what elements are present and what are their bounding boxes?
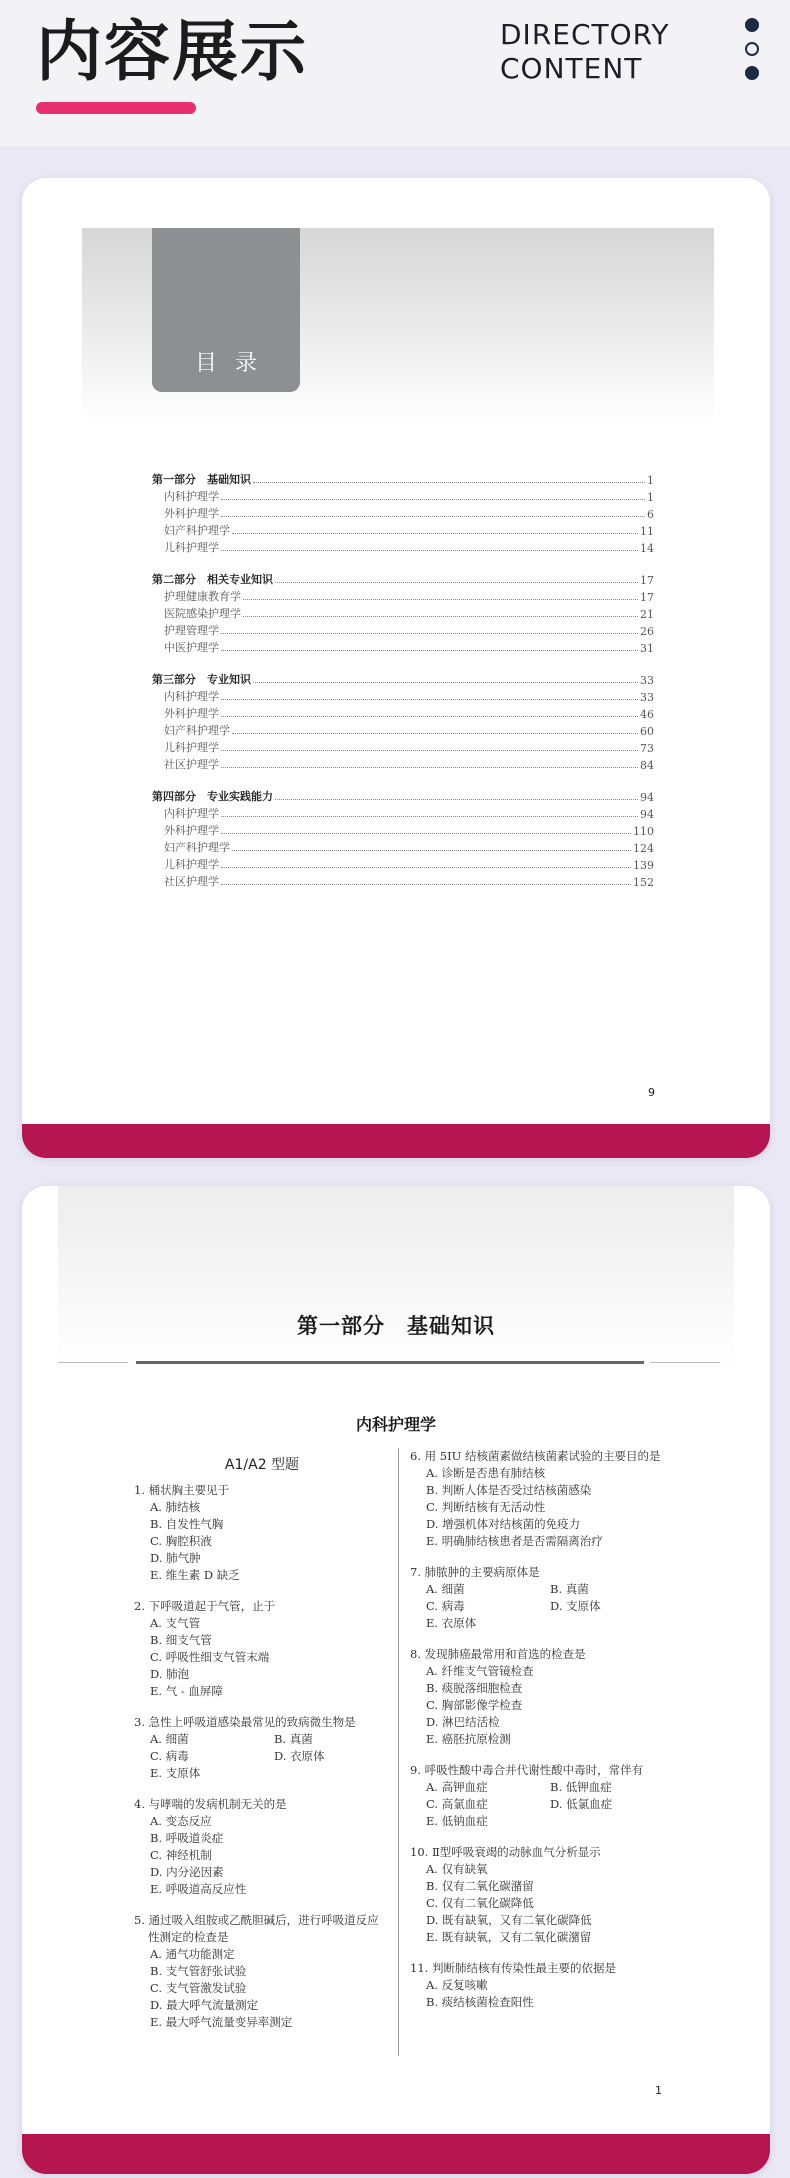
question-options (134, 1813, 390, 1898)
toc-item-row (152, 521, 654, 538)
toc-part-title: 第二部分 相关专业知识 (152, 573, 273, 586)
toc-item-row (152, 855, 654, 872)
toc-item-title: 护理管理学 (164, 624, 219, 637)
toc-leader (232, 850, 631, 851)
question-option: B. 仅有二氧化碳潴留 (426, 1879, 534, 1893)
question-option: A. 高钾血症 (426, 1780, 488, 1794)
toc-item-row (152, 838, 654, 855)
directory-page-card (22, 178, 770, 1158)
question-options (410, 1465, 680, 1550)
toc-item-title: 外科护理学 (164, 824, 219, 837)
question-option: C. 支气管激发试验 (150, 1981, 247, 1995)
question-options (134, 1499, 390, 1584)
toc-item-title: 医院感染护理学 (164, 607, 241, 620)
question-stem: 11. 判断肺结核有传染性最主要的依据是 (410, 1961, 616, 1975)
toc-page-number: 84 (640, 759, 654, 772)
toc-page-number: 26 (640, 625, 654, 638)
toc-part-row (152, 470, 654, 487)
question (410, 1844, 680, 1946)
question-option: A. 变态反应 (150, 1814, 212, 1828)
question (410, 1564, 680, 1632)
toc-item-row (152, 587, 654, 604)
question-options (134, 1615, 390, 1700)
question-option: A. 反复咳嗽 (426, 1978, 488, 1992)
question-option: D. 肺泡 (150, 1667, 190, 1681)
question-stem: 5. 通过吸入组胺或乙酰胆碱后，进行呼吸道反应性测定的检查是 (134, 1913, 379, 1944)
toc-leader (221, 650, 638, 651)
toc-page-number: 46 (640, 708, 654, 721)
toc-part-title: 第四部分 专业实践能力 (152, 790, 273, 803)
table-of-contents (152, 470, 654, 904)
toc-item-title: 儿科护理学 (164, 541, 219, 554)
question-option: E. 呼吸道高反应性 (150, 1882, 247, 1896)
questions-right-column (410, 1448, 680, 2025)
question-option: D. 最大呼气流量测定 (150, 1998, 259, 2012)
toc-item-title: 中医护理学 (164, 641, 219, 654)
question-option: B. 痰结核菌检查阳性 (426, 1995, 534, 2009)
question-option: D. 肺气肿 (150, 1551, 201, 1565)
question-option: D. 低氯血症 (550, 1797, 613, 1811)
question-option: E. 低钠血症 (426, 1814, 488, 1828)
toc-item-row (152, 687, 654, 704)
toc-item-title: 社区护理学 (164, 758, 219, 771)
toc-item-row (152, 721, 654, 738)
toc-leader (275, 799, 638, 800)
question-option: C. 高氯血症 (426, 1797, 488, 1811)
toc-item-row (152, 738, 654, 755)
toc-page-number: 33 (640, 691, 654, 704)
question-option: C. 呼吸性细支气管末端 (150, 1650, 270, 1664)
question-options (410, 1861, 680, 1946)
toc-page-number: 33 (640, 674, 654, 687)
toc-item-row (152, 487, 654, 504)
question-option: C. 神经机制 (150, 1848, 212, 1862)
toc-leader (221, 716, 638, 717)
question-option: D. 既有缺氧，又有二氧化碳降低 (426, 1913, 592, 1927)
toc-item-row (152, 538, 654, 555)
english-subtitle (500, 18, 669, 86)
toc-page-number: 17 (640, 591, 654, 604)
question-option: C. 仅有二氧化碳降低 (426, 1896, 534, 1910)
question (410, 1646, 680, 1748)
toc-item-title: 内科护理学 (164, 490, 219, 503)
question-type-heading: A1/A2 型题 (224, 1457, 300, 1473)
question-option: E. 最大呼气流量变异率测定 (150, 2015, 293, 2029)
toc-page-number: 60 (640, 725, 654, 738)
card-footer-bar (22, 1124, 770, 1158)
toc-leader (275, 582, 638, 583)
toc-leader (221, 816, 638, 817)
question-options (134, 1731, 390, 1782)
question-stem: 9. 呼吸性酸中毒合并代谢性酸中毒时，常伴有 (410, 1763, 644, 1777)
question-option: E. 明确肺结核患者是否需隔离治疗 (426, 1534, 603, 1548)
question-option: E. 衣原体 (426, 1616, 477, 1630)
toc-item-title: 妇产科护理学 (164, 524, 230, 537)
toc-item-row (152, 804, 654, 821)
toc-group (152, 570, 654, 655)
toc-part-row (152, 670, 654, 687)
question-option: B. 支气管舒张试验 (150, 1964, 247, 1978)
question (134, 1912, 390, 2031)
toc-leader (221, 750, 638, 751)
toc-item-title: 妇产科护理学 (164, 841, 230, 854)
toc-page-number: 1 (647, 491, 654, 504)
toc-page-number: 73 (640, 742, 654, 755)
toc-item-row (152, 604, 654, 621)
title-underline (36, 102, 196, 114)
toc-leader (221, 867, 631, 868)
toc-item-row (152, 504, 654, 521)
question-option: A. 支气管 (150, 1616, 201, 1630)
toc-page-number: 11 (640, 525, 654, 538)
question-stem: 8. 发现肺癌最常用和首选的检查是 (410, 1647, 586, 1661)
toc-leader (221, 833, 631, 834)
question-options (134, 1946, 390, 2031)
toc-group (152, 787, 654, 889)
toc-item-row (152, 821, 654, 838)
card-footer-bar (22, 2134, 770, 2174)
question-stem: 7. 肺脓肿的主要病原体是 (410, 1565, 540, 1579)
toc-item-title: 护理健康教育学 (164, 590, 241, 603)
toc-group (152, 470, 654, 555)
toc-item-row (152, 755, 654, 772)
toc-item-title: 外科护理学 (164, 507, 219, 520)
toc-page-number: 139 (633, 859, 654, 872)
toc-item-title: 儿科护理学 (164, 741, 219, 754)
toc-page-number: 94 (640, 808, 654, 821)
page-number: 9 (648, 1086, 655, 1099)
toc-leader (221, 767, 638, 768)
toc-part-row (152, 787, 654, 804)
question-option: D. 衣原体 (274, 1749, 325, 1763)
chapter-title: 第一部分 基础知识 (297, 1314, 495, 1338)
question-option: E. 癌胚抗原检测 (426, 1732, 511, 1746)
toc-part-title: 第三部分 专业知识 (152, 673, 251, 686)
question-stem: 1. 桶状胸主要见于 (134, 1483, 230, 1497)
english-subtitle-line1: DIRECTORY (500, 18, 670, 51)
toc-leader (221, 699, 638, 700)
question-option: E. 维生素 D 缺乏 (150, 1568, 240, 1582)
question (134, 1796, 390, 1898)
question-option: A. 通气功能测定 (150, 1947, 235, 1961)
directory-tab (152, 228, 300, 392)
question (134, 1598, 390, 1700)
question (134, 1714, 390, 1782)
toc-item-title: 内科护理学 (164, 807, 219, 820)
question-option: E. 支原体 (150, 1766, 201, 1780)
toc-leader (221, 550, 638, 551)
questions-left-column (134, 1448, 390, 2045)
question-option: A. 仅有缺氧 (426, 1862, 488, 1876)
page-number: 1 (655, 2084, 662, 2097)
question-stem: 4. 与哮喘的发病机制无关的是 (134, 1797, 287, 1811)
toc-item-title: 儿科护理学 (164, 858, 219, 871)
question-option: A. 肺结核 (150, 1500, 201, 1514)
question-option: C. 病毒 (426, 1599, 465, 1613)
toc-item-row (152, 704, 654, 721)
toc-page-number: 152 (633, 876, 654, 889)
question (410, 1960, 680, 2011)
question-option: B. 真菌 (550, 1582, 589, 1596)
question-options (410, 1977, 680, 2011)
question-option: A. 纤维支气管镜检查 (426, 1664, 534, 1678)
question-option: C. 胸部影像学检查 (426, 1698, 523, 1712)
toc-page-number: 6 (647, 508, 654, 521)
question-option: D. 增强机体对结核菌的免疫力 (426, 1517, 581, 1531)
question-option: B. 自发性气胸 (150, 1517, 224, 1531)
question-options (410, 1581, 680, 1632)
toc-leader (253, 482, 645, 483)
chapter-page-card (22, 1186, 770, 2174)
question (410, 1448, 680, 1550)
question-option: C. 胸腔积液 (150, 1534, 212, 1548)
chapter-header-band (58, 1186, 734, 1370)
toc-item-title: 妇产科护理学 (164, 724, 230, 737)
question-option: D. 支原体 (550, 1599, 601, 1613)
toc-leader (232, 533, 638, 534)
toc-leader (221, 516, 645, 517)
question-option: C. 病毒 (150, 1749, 189, 1763)
toc-page-number: 21 (640, 608, 654, 621)
toc-page-number: 1 (647, 474, 654, 487)
toc-item-row (152, 638, 654, 655)
question-options (410, 1663, 680, 1748)
question (134, 1482, 390, 1584)
toc-page-number: 17 (640, 574, 654, 587)
question-option: D. 内分泌因素 (150, 1865, 224, 1879)
page-title: 内容展示 (36, 13, 308, 90)
question-option: B. 痰脱落细胞检查 (426, 1681, 523, 1695)
chapter-divider (136, 1361, 644, 1364)
question-stem: 10. Ⅱ型呼吸衰竭的动脉血气分析显示 (410, 1845, 601, 1859)
question-stem: 6. 用 5IU 结核菌素做结核菌素试验的主要目的是 (410, 1449, 661, 1463)
toc-item-row (152, 872, 654, 889)
toc-page-number: 110 (633, 825, 654, 838)
dot-menu-icon (745, 18, 761, 90)
column-divider (398, 1448, 399, 2056)
question-option: B. 低钾血症 (550, 1780, 612, 1794)
question-option: B. 真菌 (274, 1732, 313, 1746)
toc-leader (243, 616, 638, 617)
question-option: B. 细支气管 (150, 1633, 212, 1647)
question-option: A. 细菌 (426, 1582, 465, 1596)
toc-page-number: 31 (640, 642, 654, 655)
toc-item-title: 内科护理学 (164, 690, 219, 703)
question-option: E. 既有缺氧，又有二氧化碳潴留 (426, 1930, 592, 1944)
question-stem: 3. 急性上呼吸道感染最常见的致病微生物是 (134, 1715, 356, 1729)
toc-leader (221, 499, 645, 500)
dot-icon (745, 18, 759, 32)
toc-part-title: 第一部分 基础知识 (152, 473, 251, 486)
question-option: E. 气 - 血屏障 (150, 1684, 223, 1698)
page-header (0, 0, 790, 146)
question-option: B. 呼吸道炎症 (150, 1831, 224, 1845)
toc-page-number: 94 (640, 791, 654, 804)
dot-ring-icon (745, 42, 759, 56)
dot-icon (745, 66, 759, 80)
question-stem: 2. 下呼吸道起于气管，止于 (134, 1599, 276, 1613)
question-option: A. 细菌 (150, 1732, 189, 1746)
question-option: A. 诊断是否患有肺结核 (426, 1466, 546, 1480)
question-option: D. 淋巴结活检 (426, 1715, 500, 1729)
toc-leader (232, 733, 638, 734)
toc-item-title: 社区护理学 (164, 875, 219, 888)
question-options (410, 1779, 680, 1830)
toc-item-row (152, 621, 654, 638)
divider (58, 1362, 128, 1363)
toc-item-title: 外科护理学 (164, 707, 219, 720)
toc-part-row (152, 570, 654, 587)
question-option: B. 判断人体是否受过结核菌感染 (426, 1483, 592, 1497)
toc-leader (221, 884, 631, 885)
toc-leader (243, 599, 638, 600)
toc-leader (221, 633, 638, 634)
toc-group (152, 670, 654, 772)
question (410, 1762, 680, 1830)
toc-leader (253, 682, 638, 683)
question-option: C. 判断结核有无活动性 (426, 1500, 546, 1514)
toc-page-number: 124 (633, 842, 654, 855)
section-title: 内科护理学 (355, 1415, 436, 1434)
directory-tab-label: 目录 (194, 351, 275, 376)
divider (650, 1362, 720, 1363)
english-subtitle-line2: CONTENT (500, 52, 643, 85)
toc-page-number: 14 (640, 542, 654, 555)
